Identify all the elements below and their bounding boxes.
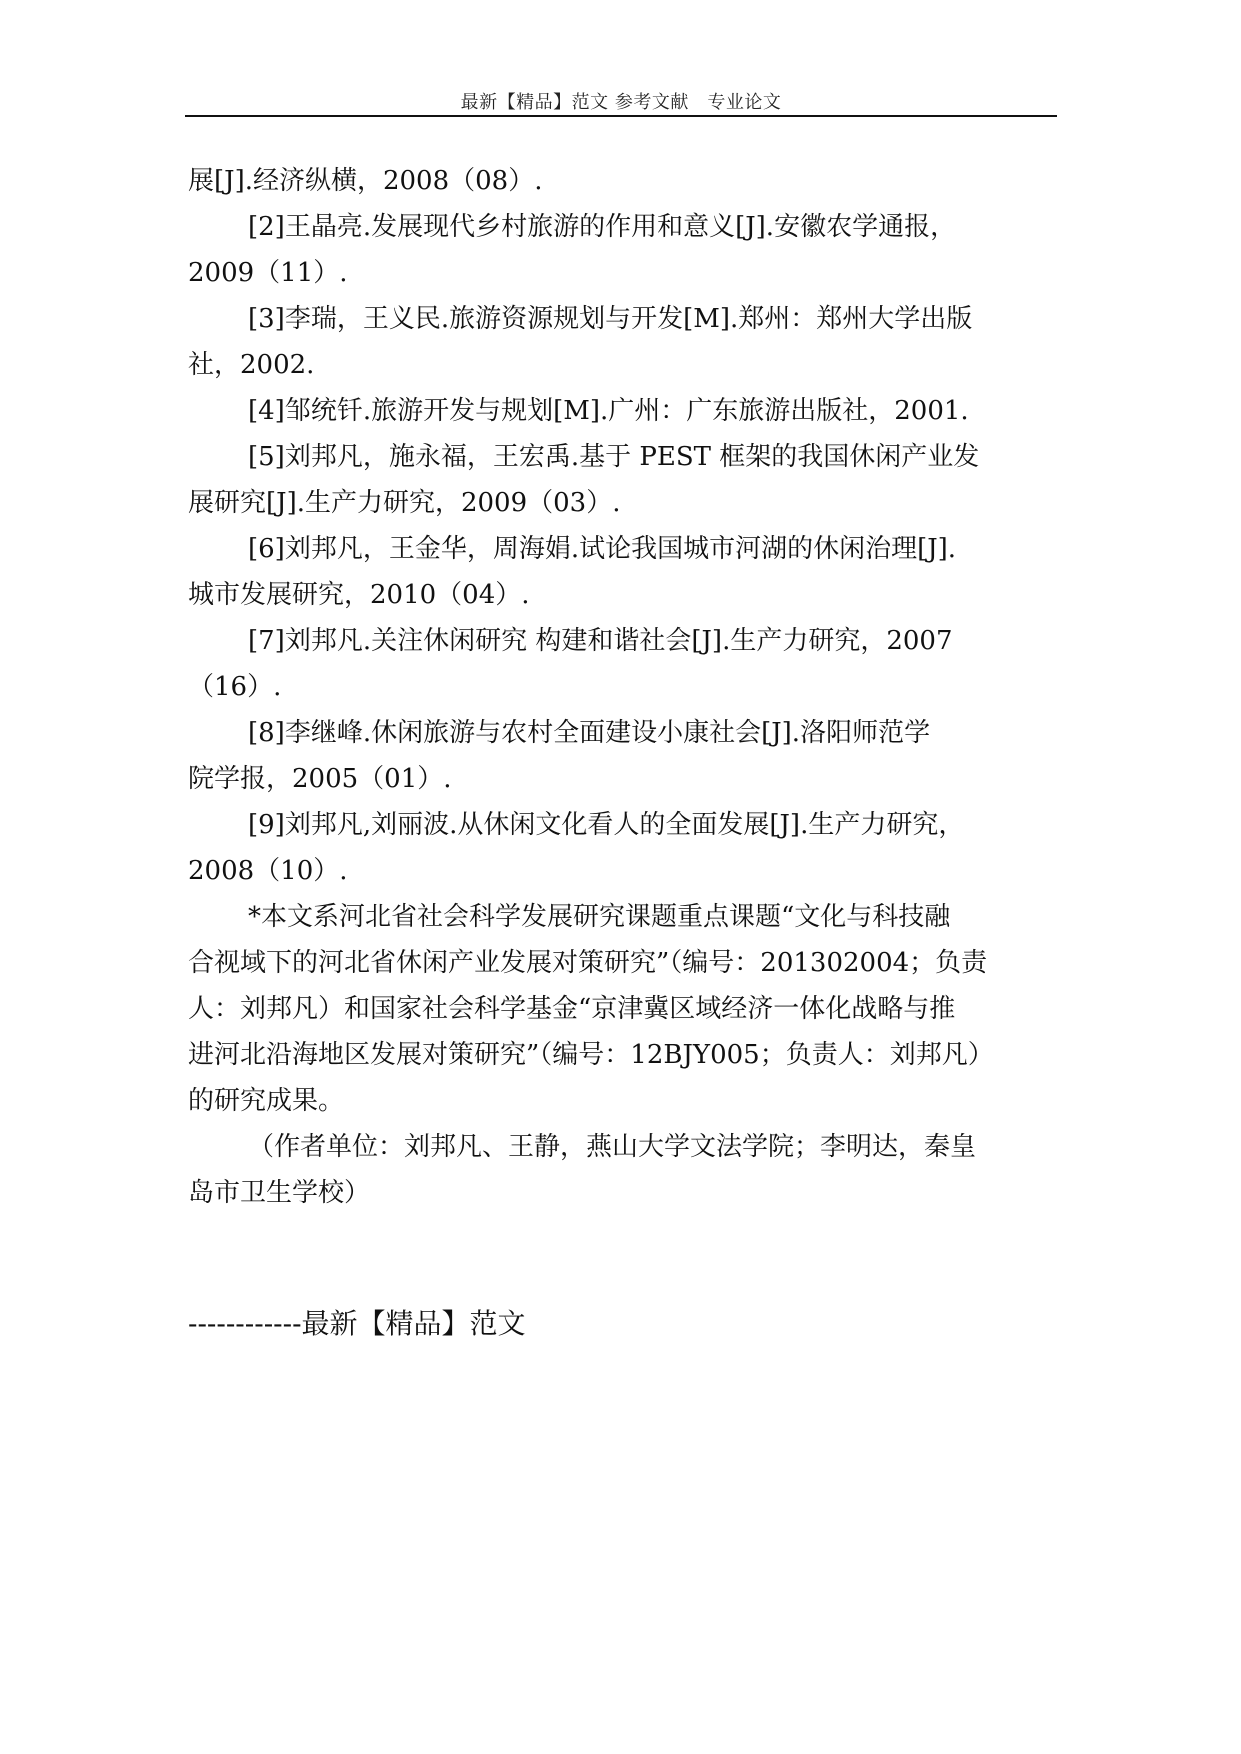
page-header: 最新【精品】范文 参考文献 专业论文: [460, 92, 782, 113]
text-line: 展研究[J].生产力研究，2009（03）.: [188, 488, 621, 518]
reference-2: [2]王晶亮.发展现代乡村旅游的作用和意义[J].安徽农学通报，: [248, 212, 957, 242]
text-line: 合视域下的河北省休闲产业发展对策研究”（编号：201302004；负责: [188, 948, 988, 978]
text-line: （16）.: [188, 672, 282, 702]
funding-note: *本文系河北省社会科学发展研究课题重点课题“文化与科技融: [248, 902, 951, 932]
text-line: 2009（11）.: [188, 258, 348, 288]
reference-7: [7]刘邦凡.关注休闲研究 构建和谐社会[J].生产力研究，2007: [248, 626, 953, 656]
text-line: 人：刘邦凡）和国家社会科学基金“京津冀区域经济一体化战略与推: [188, 994, 956, 1024]
text-line: 2008（10）.: [188, 856, 348, 886]
text-line: 展[J].经济纵横，2008（08）.: [188, 166, 543, 196]
text-line: 城市发展研究，2010（04）.: [188, 580, 530, 610]
reference-5: [5]刘邦凡，施永福，王宏禹.基于 PEST 框架的我国休闲产业发: [248, 442, 980, 472]
reference-3: [3]李瑞，王义民.旅游资源规划与开发[M].郑州：郑州大学出版: [248, 304, 973, 334]
text-line: 社，2002.: [188, 350, 315, 380]
text-line: 的研究成果。: [188, 1086, 345, 1116]
reference-list: [188, 158, 1056, 1216]
text-line: 进河北沿海地区发展对策研究”（编号：12BJY005；负责人：刘邦凡）: [188, 1040, 994, 1070]
reference-6: [6]刘邦凡，王金华，周海娟.试论我国城市河湖的休闲治理[J].: [248, 534, 957, 564]
header-divider: [185, 115, 1057, 117]
reference-4: [4]邹统钎.旅游开发与规划[M].广州：广东旅游出版社，2001.: [248, 396, 969, 426]
reference-8: [8]李继峰.休闲旅游与农村全面建设小康社会[J].洛阳师范学: [248, 718, 931, 748]
footer-watermark: ------------最新【精品】范文: [188, 1307, 526, 1340]
text-line: 岛市卫生学校）: [188, 1178, 371, 1208]
text-line: 院学报，2005（01）.: [188, 764, 452, 794]
reference-9: [9]刘邦凡,刘丽波.从休闲文化看人的全面发展[J].生产力研究，: [248, 810, 965, 840]
author-affiliation: （作者单位：刘邦凡、王静，燕山大学文法学院；李明达，秦皇: [248, 1132, 977, 1162]
